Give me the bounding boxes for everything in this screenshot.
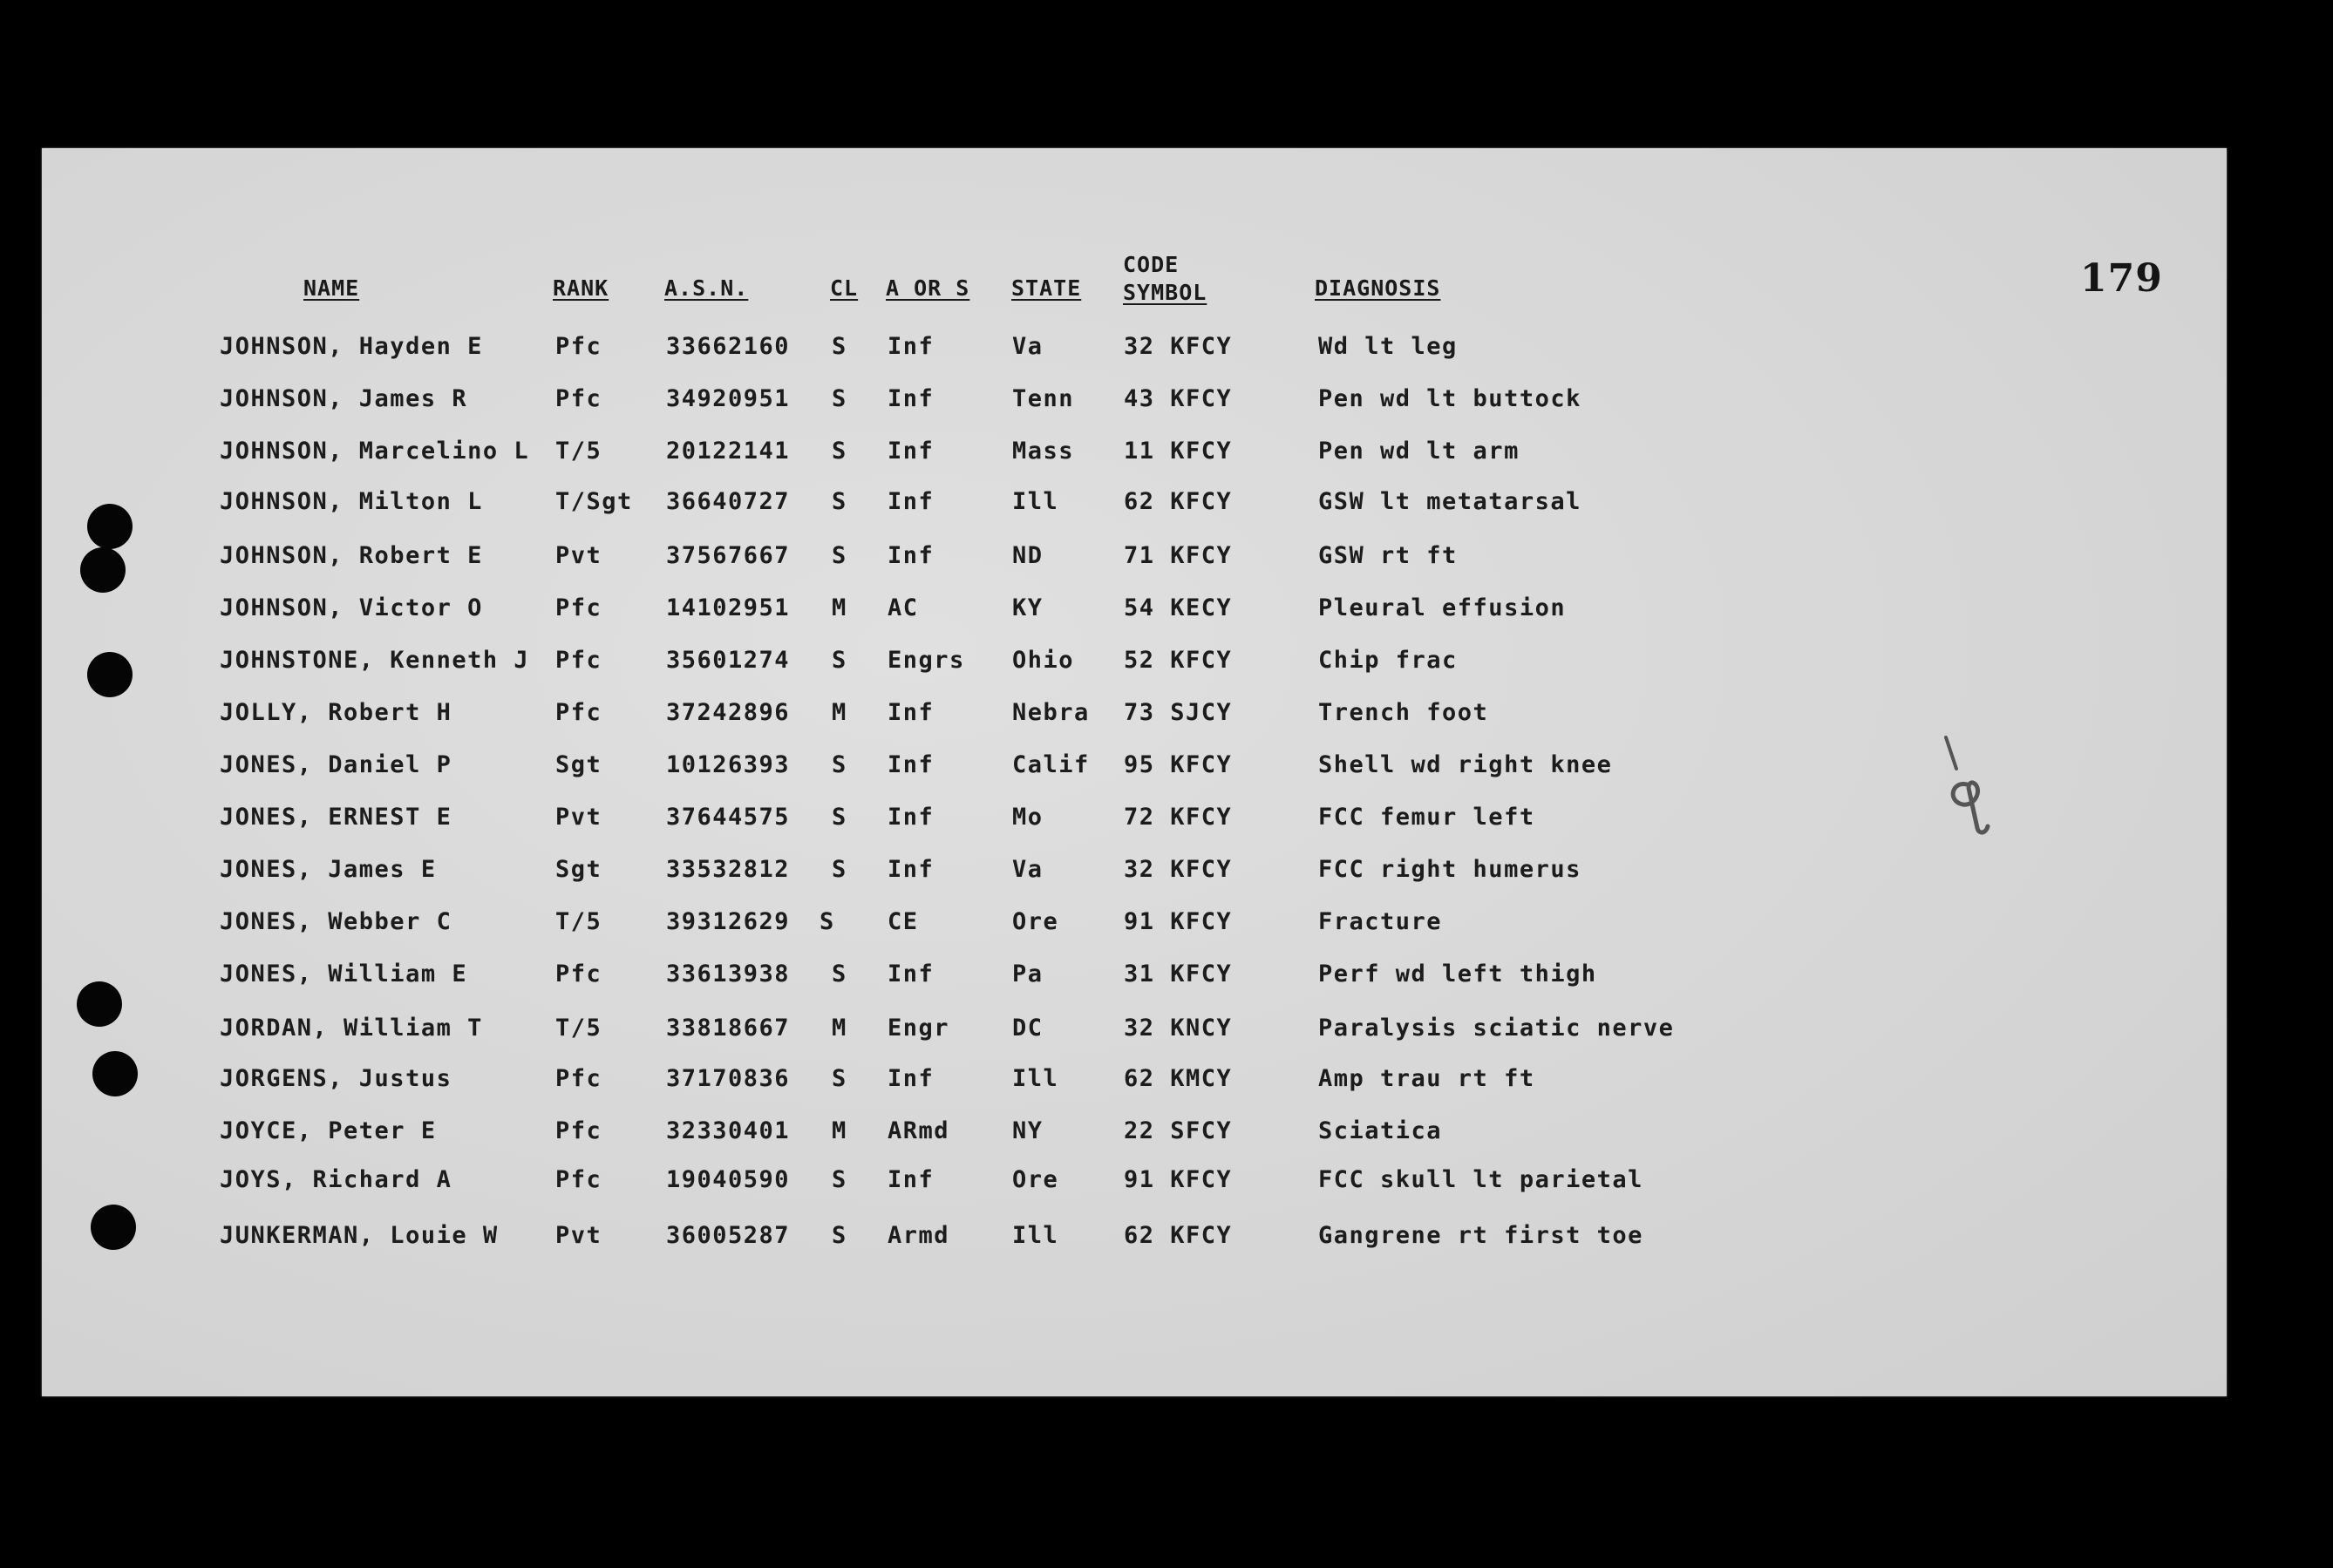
cell-state: Va bbox=[1012, 856, 1044, 883]
cell-asn: 37170836 bbox=[666, 1065, 791, 1092]
handwritten-mark bbox=[1934, 730, 2012, 844]
cell-cl: S bbox=[832, 804, 847, 831]
cell-state: Mass bbox=[1012, 438, 1075, 465]
cell-a-or-s: Inf bbox=[888, 1166, 935, 1193]
cell-cl: M bbox=[832, 594, 847, 621]
header-a-or-s: A OR S bbox=[886, 275, 970, 301]
cell-state: NY bbox=[1012, 1117, 1044, 1144]
table-row bbox=[42, 539, 2227, 574]
cell-code: 91 KFCY bbox=[1124, 908, 1233, 935]
cell-diagnosis: Wd lt leg bbox=[1318, 333, 1458, 360]
table-row bbox=[42, 643, 2227, 678]
cell-code: 54 KECY bbox=[1124, 594, 1233, 621]
cell-state: ND bbox=[1012, 542, 1044, 569]
cell-diagnosis: FCC right humerus bbox=[1318, 856, 1581, 883]
cell-name: JOHNSON, Hayden E bbox=[220, 333, 483, 360]
cell-asn: 33818667 bbox=[666, 1015, 791, 1042]
cell-cl: S bbox=[832, 488, 847, 515]
header-cl: CL bbox=[830, 275, 859, 301]
cell-cl: S bbox=[832, 960, 847, 988]
cell-name: JONES, Daniel P bbox=[220, 751, 452, 778]
cell-code: 91 KFCY bbox=[1124, 1166, 1233, 1193]
table-row bbox=[42, 852, 2227, 887]
cell-a-or-s: Inf bbox=[888, 438, 935, 465]
cell-asn: 34920951 bbox=[666, 385, 791, 412]
cell-name: JONES, James E bbox=[220, 856, 437, 883]
cell-a-or-s: Engr bbox=[888, 1015, 950, 1042]
table-row bbox=[42, 957, 2227, 992]
cell-diagnosis: Paralysis sciatic nerve bbox=[1318, 1015, 1675, 1042]
cell-diagnosis: FCC femur left bbox=[1318, 804, 1535, 831]
cell-asn: 33662160 bbox=[666, 333, 791, 360]
cell-cl: S bbox=[832, 1065, 847, 1092]
header-rank: RANK bbox=[553, 275, 609, 301]
cell-name: JOHNSON, Marcelino L bbox=[220, 438, 530, 465]
cell-name: JOLLY, Robert H bbox=[220, 699, 452, 726]
table-row bbox=[42, 329, 2227, 364]
cell-state: KY bbox=[1012, 594, 1044, 621]
cell-diagnosis: Trench foot bbox=[1318, 699, 1489, 726]
cell-diagnosis: FCC skull lt parietal bbox=[1318, 1166, 1643, 1193]
cell-code: 22 SFCY bbox=[1124, 1117, 1233, 1144]
cell-diagnosis: Pleural effusion bbox=[1318, 594, 1567, 621]
cell-state: Ore bbox=[1012, 908, 1059, 935]
cell-diagnosis: GSW lt metatarsal bbox=[1318, 488, 1581, 515]
header-code-line2: SYMBOL bbox=[1123, 280, 1207, 305]
table-row bbox=[42, 905, 2227, 940]
cell-rank: Sgt bbox=[555, 856, 602, 883]
table-row bbox=[42, 696, 2227, 730]
cell-rank: Sgt bbox=[555, 751, 602, 778]
cell-name: JOYCE, Peter E bbox=[220, 1117, 437, 1144]
cell-cl: M bbox=[832, 1117, 847, 1144]
cell-state: Pa bbox=[1012, 960, 1044, 988]
cell-code: 11 KFCY bbox=[1124, 438, 1233, 465]
cell-state: Va bbox=[1012, 333, 1044, 360]
table-row bbox=[42, 1062, 2227, 1096]
cell-asn: 37242896 bbox=[666, 699, 791, 726]
cell-a-or-s: Inf bbox=[888, 385, 935, 412]
cell-state: Nebra bbox=[1012, 699, 1090, 726]
cell-state: Ill bbox=[1012, 488, 1059, 515]
cell-a-or-s: Inf bbox=[888, 488, 935, 515]
cell-a-or-s: ARmd bbox=[888, 1117, 950, 1144]
cell-cl: S bbox=[832, 856, 847, 883]
cell-rank: Pfc bbox=[555, 1166, 602, 1193]
cell-state: Ill bbox=[1012, 1065, 1059, 1092]
table-row bbox=[42, 1011, 2227, 1046]
cell-diagnosis: Sciatica bbox=[1318, 1117, 1443, 1144]
cell-diagnosis: Gangrene rt first toe bbox=[1318, 1222, 1643, 1249]
cell-a-or-s: Inf bbox=[888, 699, 935, 726]
cell-name: JORDAN, William T bbox=[220, 1015, 483, 1042]
table-row bbox=[42, 382, 2227, 417]
cell-asn: 39312629 bbox=[666, 908, 791, 935]
cell-rank: T/Sgt bbox=[555, 488, 633, 515]
cell-a-or-s: Engrs bbox=[888, 647, 965, 674]
cell-name: JOHNSON, Milton L bbox=[220, 488, 483, 515]
cell-name: JOHNSON, James R bbox=[220, 385, 468, 412]
cell-code: 32 KFCY bbox=[1124, 856, 1233, 883]
cell-rank: Pfc bbox=[555, 333, 602, 360]
cell-diagnosis: Pen wd lt buttock bbox=[1318, 385, 1581, 412]
cell-cl: M bbox=[832, 699, 847, 726]
cell-asn: 20122141 bbox=[666, 438, 791, 465]
cell-rank: Pfc bbox=[555, 594, 602, 621]
cell-state: Ill bbox=[1012, 1222, 1059, 1249]
cell-a-or-s: Inf bbox=[888, 751, 935, 778]
cell-name: JONES, William E bbox=[220, 960, 468, 988]
cell-rank: Pfc bbox=[555, 960, 602, 988]
cell-asn: 35601274 bbox=[666, 647, 791, 674]
table-row bbox=[42, 485, 2227, 519]
cell-code: 32 KFCY bbox=[1124, 333, 1233, 360]
cell-state: Ore bbox=[1012, 1166, 1059, 1193]
cell-asn: 14102951 bbox=[666, 594, 791, 621]
cell-name: JORGENS, Justus bbox=[220, 1065, 452, 1092]
cell-rank: Pfc bbox=[555, 647, 602, 674]
record-rows bbox=[42, 148, 2227, 1396]
cell-asn: 36005287 bbox=[666, 1222, 791, 1249]
cell-rank: Pvt bbox=[555, 1222, 602, 1249]
cell-diagnosis: Pen wd lt arm bbox=[1318, 438, 1520, 465]
cell-code: 31 KFCY bbox=[1124, 960, 1233, 988]
cell-cl: S bbox=[832, 1166, 847, 1193]
cell-diagnosis: Shell wd right knee bbox=[1318, 751, 1613, 778]
cell-code: 71 KFCY bbox=[1124, 542, 1233, 569]
table-row bbox=[42, 591, 2227, 626]
cell-a-or-s: Inf bbox=[888, 960, 935, 988]
table-row bbox=[42, 748, 2227, 783]
record-sheet bbox=[42, 148, 2227, 1396]
cell-asn: 37567667 bbox=[666, 542, 791, 569]
cell-cl: S bbox=[832, 333, 847, 360]
cell-a-or-s: Inf bbox=[888, 542, 935, 569]
cell-asn: 33613938 bbox=[666, 960, 791, 988]
cell-code: 72 KFCY bbox=[1124, 804, 1233, 831]
table-row bbox=[42, 434, 2227, 469]
cell-diagnosis: Amp trau rt ft bbox=[1318, 1065, 1535, 1092]
cell-rank: Pfc bbox=[555, 385, 602, 412]
cell-rank: Pfc bbox=[555, 1065, 602, 1092]
cell-cl: M bbox=[832, 1015, 847, 1042]
table-row bbox=[42, 1114, 2227, 1149]
cell-cl: S bbox=[832, 751, 847, 778]
cell-state: Mo bbox=[1012, 804, 1044, 831]
cell-name: JONES, ERNEST E bbox=[220, 804, 452, 831]
cell-state: Ohio bbox=[1012, 647, 1075, 674]
header-diagnosis: DIAGNOSIS bbox=[1315, 275, 1441, 301]
cell-code: 52 KFCY bbox=[1124, 647, 1233, 674]
cell-a-or-s: Inf bbox=[888, 1065, 935, 1092]
cell-rank: T/5 bbox=[555, 908, 602, 935]
cell-name: JOHNSON, Robert E bbox=[220, 542, 483, 569]
cell-code: 32 KNCY bbox=[1124, 1015, 1233, 1042]
cell-a-or-s: Armd bbox=[888, 1222, 950, 1249]
cell-state: DC bbox=[1012, 1015, 1044, 1042]
cell-rank: Pfc bbox=[555, 1117, 602, 1144]
cell-a-or-s: Inf bbox=[888, 856, 935, 883]
header-state: STATE bbox=[1011, 275, 1082, 301]
cell-asn: 32330401 bbox=[666, 1117, 791, 1144]
cell-cl: S bbox=[832, 647, 847, 674]
header-name: NAME bbox=[303, 275, 360, 301]
cell-name: JONES, Webber C bbox=[220, 908, 452, 935]
cell-state: Tenn bbox=[1012, 385, 1075, 412]
cell-rank: T/5 bbox=[555, 1015, 602, 1042]
cell-code: 62 KFCY bbox=[1124, 1222, 1233, 1249]
cell-asn: 36640727 bbox=[666, 488, 791, 515]
cell-rank: Pvt bbox=[555, 804, 602, 831]
cell-name: JOHNSTONE, Kenneth J bbox=[220, 647, 530, 674]
cell-rank: Pfc bbox=[555, 699, 602, 726]
table-row bbox=[42, 800, 2227, 835]
cell-name: JOYS, Richard A bbox=[220, 1166, 452, 1193]
cell-diagnosis: Chip frac bbox=[1318, 647, 1458, 674]
cell-code: 62 KMCY bbox=[1124, 1065, 1233, 1092]
header-asn: A.S.N. bbox=[664, 275, 749, 301]
cell-diagnosis: Fracture bbox=[1318, 908, 1443, 935]
cell-name: JUNKERMAN, Louie W bbox=[220, 1222, 499, 1249]
cell-asn: 19040590 bbox=[666, 1166, 791, 1193]
cell-code: 62 KFCY bbox=[1124, 488, 1233, 515]
cell-a-or-s: CE bbox=[888, 908, 919, 935]
cell-a-or-s: AC bbox=[888, 594, 919, 621]
cell-a-or-s: Inf bbox=[888, 333, 935, 360]
cell-name: JOHNSON, Victor O bbox=[220, 594, 483, 621]
cell-rank: T/5 bbox=[555, 438, 602, 465]
page-number: 179 bbox=[2080, 256, 2163, 301]
header-code-line1: CODE bbox=[1123, 252, 1180, 277]
cell-asn: 10126393 bbox=[666, 751, 791, 778]
cell-cl: S bbox=[820, 908, 835, 935]
table-row bbox=[42, 1163, 2227, 1198]
cell-rank: Pvt bbox=[555, 542, 602, 569]
cell-code: 95 KFCY bbox=[1124, 751, 1233, 778]
cell-diagnosis: Perf wd left thigh bbox=[1318, 960, 1597, 988]
cell-asn: 37644575 bbox=[666, 804, 791, 831]
cell-diagnosis: GSW rt ft bbox=[1318, 542, 1458, 569]
cell-code: 73 SJCY bbox=[1124, 699, 1233, 726]
cell-cl: S bbox=[832, 438, 847, 465]
cell-cl: S bbox=[832, 1222, 847, 1249]
table-row bbox=[42, 1218, 2227, 1253]
cell-cl: S bbox=[832, 385, 847, 412]
cell-asn: 33532812 bbox=[666, 856, 791, 883]
cell-code: 43 KFCY bbox=[1124, 385, 1233, 412]
cell-a-or-s: Inf bbox=[888, 804, 935, 831]
cell-cl: S bbox=[832, 542, 847, 569]
cell-state: Calif bbox=[1012, 751, 1090, 778]
